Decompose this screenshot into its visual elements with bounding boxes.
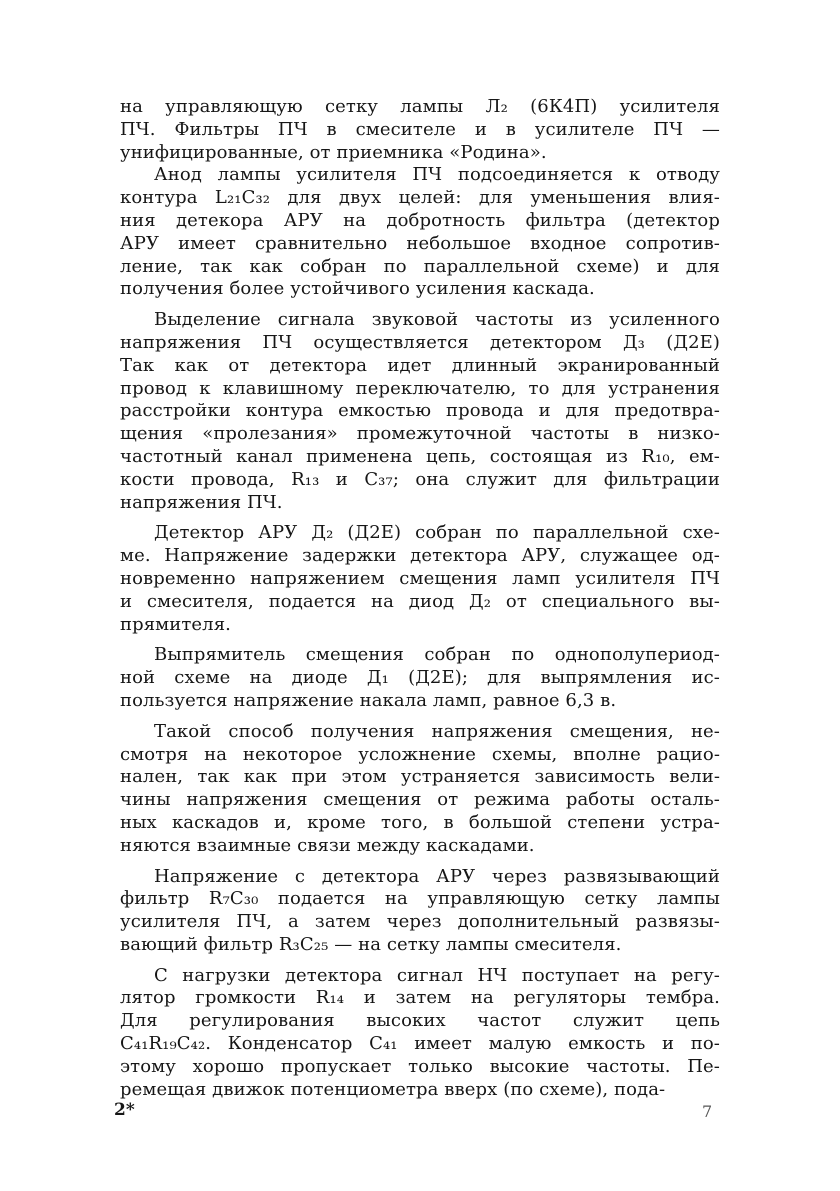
paragraph: [120, 965, 720, 1102]
signature-mark: 2*: [114, 1100, 135, 1120]
text-line: Так как от детектора идет длинный экранированный: [120, 354, 720, 376]
text-line: Детектор АРУ Д₂ (Д2Е) собран по параллельной схе-: [154, 522, 720, 544]
text-line: Для регулирования высоких частот служит цепь: [120, 1010, 720, 1032]
text-line: ремещая движок потенциометра вверх (по схеме), пода-: [120, 1078, 666, 1100]
text-line: АРУ имеет сравнительно небольшое входное сопротив-: [120, 232, 720, 254]
text-line: смотря на некоторое усложнение схемы, вполне рацио-: [120, 743, 720, 765]
paragraph: [120, 866, 720, 957]
paragraph: [120, 522, 720, 636]
text-line: ных каскадов и, кроме того, в большой степени устра-: [120, 811, 720, 833]
text-line: C₄₁R₁₉C₄₂. Конденсатор C₄₁ имеет малую емкость и по-: [120, 1033, 720, 1055]
text-line: этому хорошо пропускает только высокие частоты. Пе-: [120, 1055, 720, 1077]
text-line: получения более устойчивого усиления каскада.: [120, 278, 595, 300]
text-line: провод к клавишному переключателю, то для устранения: [120, 377, 720, 399]
text-line: ПЧ. Фильтры ПЧ в смесителе и в усилителе ПЧ —: [120, 118, 720, 140]
text-line: вающий фильтр R₃C₂₅ — на сетку лампы смесителя.: [120, 933, 622, 955]
text-line: ме. Напряжение задержки детектора АРУ, служащее од-: [120, 545, 720, 567]
paragraph: [120, 644, 720, 712]
text-line: чины напряжения смещения от режима работы осталь-: [120, 789, 720, 811]
page-number: 7: [702, 1102, 713, 1121]
paragraph-gap: [120, 858, 720, 866]
page-body: [120, 96, 720, 1101]
text-line: ление, так как собран по параллельной схеме) и для: [120, 255, 720, 277]
text-line: напряжения ПЧ.: [120, 491, 283, 513]
text-line: пользуется напряжение накала ламп, равное 6,3 в.: [120, 689, 617, 711]
text-line: унифицированные, от приемника «Родина».: [120, 141, 547, 163]
text-line: напряжения ПЧ осуществляется детектором Д₃ (Д2Е): [120, 331, 720, 353]
text-line: фильтр R₇C₃₀ подается на управляющую сетку лампы: [120, 888, 720, 910]
paragraph-gap: [120, 514, 720, 522]
paragraph: [120, 164, 720, 301]
text-line: нален, так как при этом устраняется зависимость вели-: [120, 766, 720, 788]
text-line: прямителя.: [120, 613, 231, 635]
text-line: и смесителя, подается на диод Д₂ от специального вы-: [120, 590, 720, 612]
text-line: ной схеме на диоде Д₁ (Д2Е); для выпрямления ис-: [120, 667, 720, 689]
text-line: кости провода, R₁₃ и C₃₇; она служит для фильтрации: [120, 468, 720, 490]
text-line: Выделение сигнала звуковой частоты из усиленного: [154, 309, 720, 331]
text-line: Такой способ получения напряжения смещения, не-: [154, 720, 720, 742]
text-line: частотный канал применена цепь, состоящая из R₁₀, ем-: [120, 445, 720, 467]
text-line: новременно напряжением смещения ламп усилителя ПЧ: [120, 567, 720, 589]
paragraph: [120, 96, 720, 164]
text-line: расстройки контура емкостью провода и для предотвра-: [120, 400, 720, 422]
text-line: усилителя ПЧ, а затем через дополнительный развязы-: [120, 911, 720, 933]
text-line: контура L₂₁C₃₂ для двух целей: для уменьшения влия-: [120, 187, 720, 209]
paragraph-gap: [120, 301, 720, 309]
text-line: няются взаимные связи между каскадами.: [120, 834, 535, 856]
text-line: Напряжение с детектора АРУ через развязывающий: [154, 865, 720, 887]
paragraph-gap: [120, 957, 720, 965]
text-line: Выпрямитель смещения собран по однополупериод-: [154, 644, 720, 666]
paragraph-gap: [120, 636, 720, 644]
text-line: на управляющую сетку лампы Л₂ (6К4П) усилителя: [120, 96, 720, 117]
text-line: щения «пролезания» промежуточной частоты в низко-: [120, 423, 720, 445]
text-line: Анод лампы усилителя ПЧ подсоединяется к отводу: [154, 164, 720, 186]
paragraph: [120, 721, 720, 858]
text-line: С нагрузки детектора сигнал НЧ поступает на регу-: [154, 964, 720, 986]
text-line: лятор громкости R₁₄ и затем на регуляторы тембра.: [120, 987, 720, 1009]
paragraph: [120, 309, 720, 514]
paragraph-gap: [120, 713, 720, 721]
text-line: ния детекора АРУ на добротность фильтра (детектор: [120, 209, 720, 231]
